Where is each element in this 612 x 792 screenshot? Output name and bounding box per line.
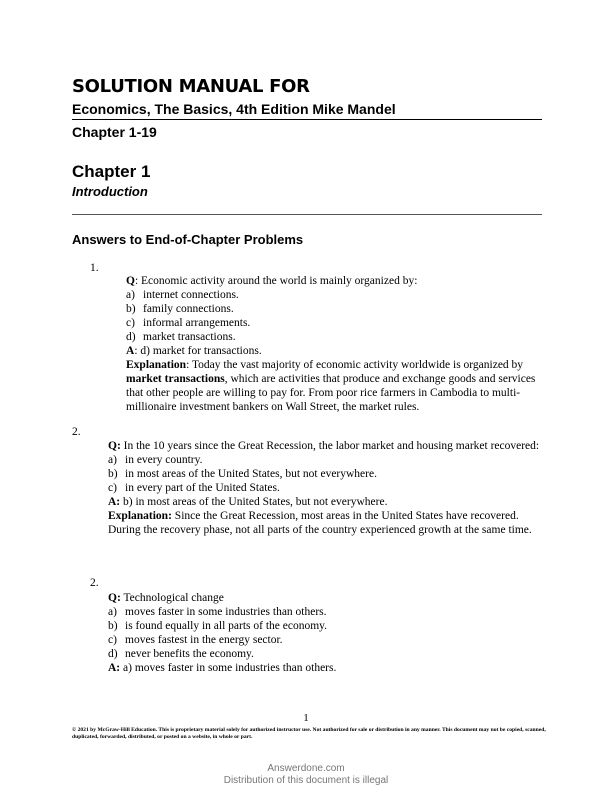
copyright-notice: © 2021 by McGraw-Hill Education. This is proprietary material solely for authorized instructor use. Not authorized for sale or distribution in any manner. This document may not be copied, scanned, duplicated, forwarded, distributed, or posted on a website, in whole or part. — [72, 727, 546, 740]
question: Q: Economic activity around the world is mainly organized by: — [126, 275, 418, 287]
answer: A: d) market for transactions. — [126, 345, 262, 357]
problem-2 — [108, 439, 548, 537]
option: a) in every country. — [108, 454, 203, 466]
problem-3 — [108, 591, 548, 675]
chapter-subtitle: Introduction — [72, 184, 148, 199]
problem-number: 2. — [72, 426, 81, 438]
problem-number: 1. — [90, 262, 99, 274]
option: c) in every part of the United States. — [108, 482, 280, 494]
chapter-rule — [72, 214, 542, 215]
question: Q: In the 10 years since the Great Recession, the labor market and housing market recovered: — [108, 440, 540, 452]
section-heading: Answers to End-of-Chapter Problems — [72, 232, 304, 247]
header-rule — [72, 119, 542, 120]
solution-manual-banner: SOLUTION MANUAL FOR — [72, 76, 310, 97]
watermark-notice: Distribution of this document is illegal — [223, 775, 389, 786]
explanation: Explanation: Since the Great Recession, most areas in the United States have recovered. During the recovery phase, not all parts of the country experienced growth at the same time. — [108, 510, 532, 536]
option: a) internet connections. — [126, 289, 239, 301]
answer: A: a) moves faster in some industries than others. — [108, 662, 337, 674]
option: c) informal arrangements. — [126, 317, 251, 329]
chapter-range: Chapter 1-19 — [72, 124, 157, 140]
option: b) family connections. — [126, 303, 234, 315]
option: b) in most areas of the United States, but not everywhere. — [108, 468, 377, 480]
option: a) moves faster in some industries than others. — [108, 606, 327, 618]
problem-number: 2. — [90, 577, 99, 589]
explanation: Explanation: Today the vast majority of economic activity worldwide is organized by market transactions, which are activities that produce and exchange goods and services that other people are willing to pay for. From poor rice farmers in Cambodia to multi-millionaire investment bankers on Wall Street, the market rules. — [126, 359, 536, 413]
problem-1 — [126, 274, 546, 414]
option: d) market transactions. — [126, 331, 236, 343]
option: c) moves fastest in the energy sector. — [108, 634, 283, 646]
option: b) is found equally in all parts of the economy. — [108, 620, 328, 632]
chapter-title: Chapter 1 — [72, 162, 151, 181]
watermark-site: Answerdone.com — [267, 763, 345, 774]
page-number: 1 — [303, 712, 309, 724]
option: d) never benefits the economy. — [108, 648, 254, 660]
book-title: Economics, The Basics, 4th Edition Mike Mandel — [72, 101, 396, 117]
answer: A: b) in most areas of the United States, but not everywhere. — [108, 496, 388, 508]
question: Q: Technological change — [108, 592, 224, 604]
